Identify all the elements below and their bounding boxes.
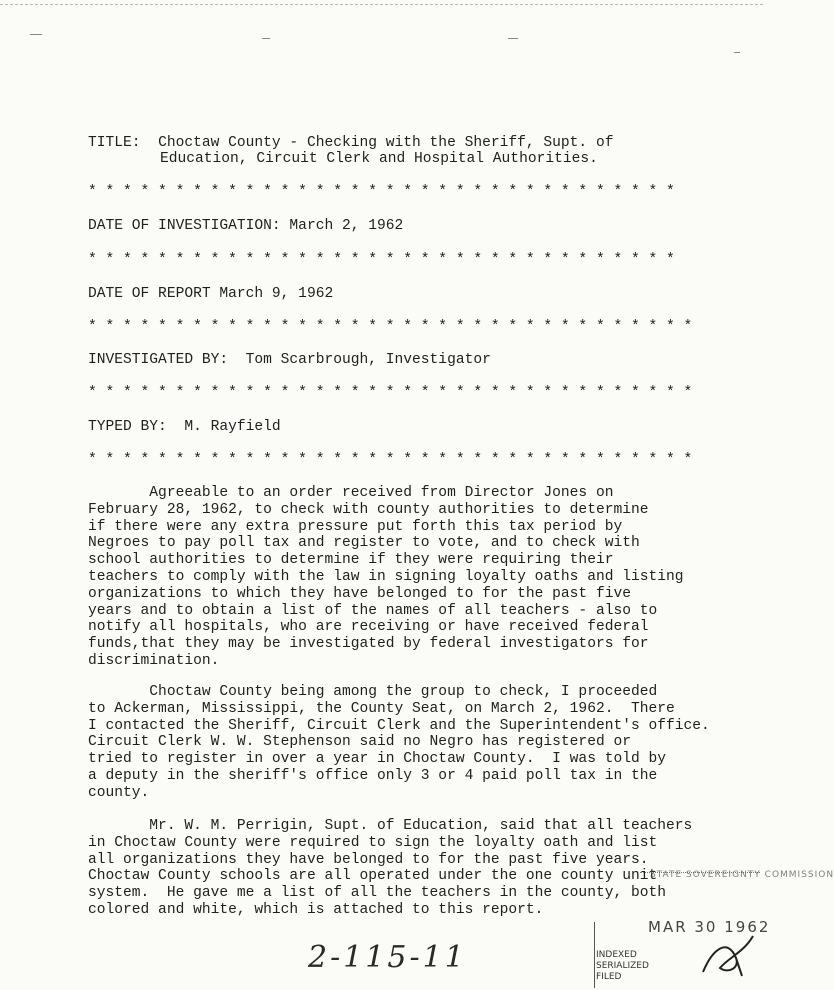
- stamp-indexed: INDEXED: [596, 950, 637, 960]
- scan-speck: [30, 34, 42, 35]
- scan-speck: [734, 52, 740, 53]
- separator-stars: * * * * * * * * * * * * * * * * * * * * * * * * * * * * * * * * * * *: [88, 319, 693, 335]
- scan-speck: [262, 38, 270, 39]
- stamp-serialized: SERIALIZED: [596, 961, 649, 971]
- investigated-by: INVESTIGATED BY: Tom Scarbrough, Investigator: [88, 352, 491, 368]
- body-paragraph-3: Mr. W. M. Perrigin, Supt. of Education, said that all teachers in Choctaw County were required to sign the loyalty oath and list all organizations they have belonged to for the past five years. Choctaw County schools are all operated under the one county unit system. He gave me a list of all the teachers in the county, both colored and white, which is attached to this report.: [88, 818, 693, 918]
- body-paragraph-1: Agreeable to an order received from Director Jones on February 28, 1962, to check with county authorities to determine if there were any extra pressure put forth this tax period by Negroes to pay poll tax and register to vote, and to check with school authorities to determine if they were requiring their teachers to comply with the law in signing loyalty oaths and listing organizations to which they have belonged to for the past five years and to obtain a list of the names of all teachers - also to notify all hospitals, who are receiving or have received federal funds,that they may be investigated by federal investigators for discrimination.: [88, 485, 684, 669]
- stamp-agency: STATE SOVEREIGNTY COMMISSION: [650, 870, 834, 880]
- separator-stars: * * * * * * * * * * * * * * * * * * * * * * * * * * * * * * * * * *: [88, 184, 675, 200]
- title-text-1: Choctaw County - Checking with the Sheriff, Supt. of: [158, 135, 614, 151]
- date-of-investigation: DATE OF INVESTIGATION: March 2, 1962: [88, 218, 404, 234]
- handwritten-file-number: 2-115-11: [308, 940, 467, 975]
- title-line-2: Education, Circuit Clerk and Hospital Authorities.: [160, 151, 598, 167]
- stamp-status: [596, 950, 649, 983]
- separator-stars: * * * * * * * * * * * * * * * * * * * * * * * * * * * * * * * * * * *: [88, 385, 693, 401]
- body-paragraph-2: Choctaw County being among the group to check, I proceeded to Ackerman, Mississippi, the County Seat, on March 2, 1962. There I contacted the Sheriff, Circuit Clerk and the Superintendent's office. Circuit Clerk W. W. Stephenson said no Negro has registered or tried to register in over a year in Choctaw County. I was told by a deputy in the sheriff's office only 3 or 4 paid poll tax in the county.: [88, 684, 710, 801]
- title-label: TITLE:: [88, 135, 141, 151]
- stamp-border: [594, 922, 595, 988]
- scan-top-edge: [0, 4, 763, 5]
- stamp-filed: FILED: [596, 972, 622, 982]
- typed-by: TYPED BY: M. Rayfield: [88, 419, 281, 435]
- separator-stars: * * * * * * * * * * * * * * * * * * * * * * * * * * * * * * * * * * *: [88, 452, 693, 468]
- initials-signature-icon: [698, 928, 758, 978]
- date-of-report: DATE OF REPORT March 9, 1962: [88, 286, 334, 302]
- title-line-1: [88, 135, 613, 152]
- stamp-date: MAR 30 1962: [648, 918, 771, 936]
- separator-stars: * * * * * * * * * * * * * * * * * * * * * * * * * * * * * * * * * *: [88, 252, 675, 268]
- scan-speck: [508, 38, 518, 39]
- received-stamp: [590, 858, 834, 990]
